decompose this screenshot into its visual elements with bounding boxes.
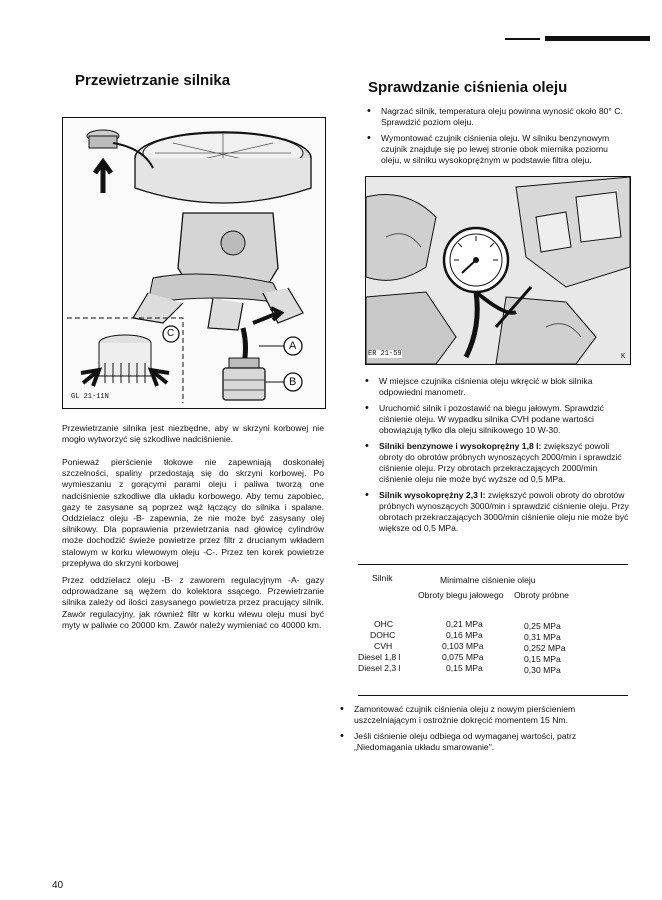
row-test: 0,25 MPa: [524, 621, 561, 631]
item-text: Uruchomić silnik i pozostawić na biegu jałowym. Sprawdzić ciśnienie oleju. W wypadku silnika CVH podane wartości obowiązują tylko dla oleju silnikowego 10 W-30.: [379, 403, 604, 435]
table-bottom-rule: [358, 695, 628, 696]
engine-illustration: [63, 118, 325, 408]
callout-a: A: [289, 340, 297, 352]
row-test: 0,30 MPa: [524, 665, 561, 675]
row-test: 0,31 MPa: [524, 632, 561, 642]
callout-b: B: [289, 376, 297, 388]
oil-pressure-gauge-figure: [365, 176, 631, 365]
row-engine: Diesel 2,3 l: [358, 663, 401, 673]
list-item: [365, 441, 629, 485]
item-text: zwiększyć powoli obroty do obrotów próbnych wynoszących 3000/min i sprawdzić ciśnienie oleju. Przy obrotach przekraczających 3000/min ciśnienie oleju nie może być większe od 0,5 MPa.: [379, 490, 629, 533]
list-item: [365, 490, 629, 534]
header-min-pressure: Minimalne ciśnienie oleju: [440, 575, 536, 585]
row-engine: Diesel 1,8 l: [358, 652, 401, 662]
row-idle: 0,075 MPa: [442, 652, 484, 662]
figure-corner-letter: K: [621, 353, 626, 361]
bottom-bullet-list: [340, 704, 616, 758]
item-text: zwiększyć powoli obroty do obrotów próbnych wynoszących 2000/min i sprawdzić ciśnienie oleju. Przy obrotach przekraczających 2000/min ciśnienie oleju nie może być wyższe od 0,5 MPa.: [379, 441, 622, 484]
oil-pressure-table: [358, 568, 628, 688]
crankcase-ventilation-figure: [62, 117, 326, 409]
left-paragraph-2: Ponieważ pierścienie tłokowe nie zapewniają doskonałej szczelności, spaliny przedostają się do skrzyni korbowej. Po wymieszaniu z gorącymi parami oleju i paliwa tworzą one nadciśnienie szkodliwe dla układu korbowego. Aby temu zapobiec, gazy te zasysane są poprzez wąż łączący do silnika i spalane. Oddzielacz oleju -B- zapewnia, że nie może być zasysany olej silnikowy. Dla poprawienia przewietrzania nad głowicę cylindrów może dochodzić świeże powietrze przez filtr z drucianym wkładem stalowym w korku wlewowym oleju -C-. Przez ten korek powietrze przepływa do skrzyni korbowej: [62, 457, 324, 568]
header-idle: Obroty biegu jałowego: [418, 590, 504, 600]
list-item: • Wymontować czujnik ciśnienia oleju. W silniku benzynowym czujnik znajduje się po lewej stronie obok miernika poziomu oleju, w silniku wysokoprężnym w podstawie filtra oleju.: [367, 133, 629, 166]
engine-block-illustration: [366, 177, 630, 364]
left-paragraph-1: Przewietrzanie silnika jest niezbędne, aby w skrzyni korbowej nie mogło wytworzyć się szkodliwe nadciśnienie.: [62, 423, 324, 445]
row-idle: 0,15 MPa: [446, 663, 483, 673]
figure-code: ER 21-59: [368, 350, 402, 358]
header-test: Obroty próbne: [514, 590, 569, 600]
item-bold-label: Silniki benzynowe i wysokoprężny 1,8 l:: [379, 441, 542, 451]
list-item: • Nagrzać silnik, temperatura oleju powinna wynosić około 80° C. Sprawdzić poziom oleju.: [367, 106, 629, 128]
header-engine: Silnik: [372, 573, 393, 583]
list-item: [365, 376, 629, 398]
top-rule-thin: [505, 38, 540, 40]
item-text: W miejsce czujnika ciśnienia oleju wkręcić w blok silnika odpowiedni manometr.: [379, 376, 593, 397]
page-number: 40: [52, 880, 64, 891]
row-engine: OHC: [374, 619, 394, 629]
row-test: 0,15 MPa: [524, 654, 561, 664]
row-idle: 0,103 MPa: [442, 641, 484, 651]
row-idle: 0,21 MPa: [446, 619, 483, 629]
row-engine: CVH: [374, 641, 393, 651]
figure-code: GL 21-11N: [71, 393, 109, 401]
top-rule: [545, 36, 650, 41]
left-section-title: Przewietrzanie silnika: [75, 72, 231, 89]
left-paragraph-3: Przez oddzielacz oleju -B- z zaworem regulacyjnym -A- gazy odprowadzane są wężem do kolektora ssącego. Przewietrzanie silnika zależy od ilości zasysanego powietrza przez pracujący silnik. Zawór regulacyjny, jak również filtr w korku wlewu oleju musi być myty w paliwie co 20000 km. Zawór należy wymieniać co 40000 km.: [62, 575, 324, 630]
list-item: [365, 403, 629, 436]
row-engine: DOHC: [370, 630, 396, 640]
row-test: 0,252 MPa: [524, 643, 566, 653]
list-item: • Zamontować czujnik ciśnienia oleju z nowym pierścieniem uszczelniającym i ostrożnie dokręcić momentem 15 Nm.: [340, 704, 616, 726]
table-top-rule: [358, 564, 628, 565]
callout-c: C: [167, 328, 175, 339]
procedure-bullet-list: [365, 376, 629, 539]
row-idle: 0,16 MPa: [446, 630, 483, 640]
right-section-title: Sprawdzanie ciśnienia oleju: [368, 79, 568, 96]
list-item: • Jeśli ciśnienie oleju odbiega od wymaganej wartości, patrz „Niedomagania układu smarowanie".: [340, 731, 616, 753]
top-bullet-list: [367, 106, 629, 171]
item-bold-label: Silnik wysokoprężny 2,3 l:: [379, 490, 486, 500]
